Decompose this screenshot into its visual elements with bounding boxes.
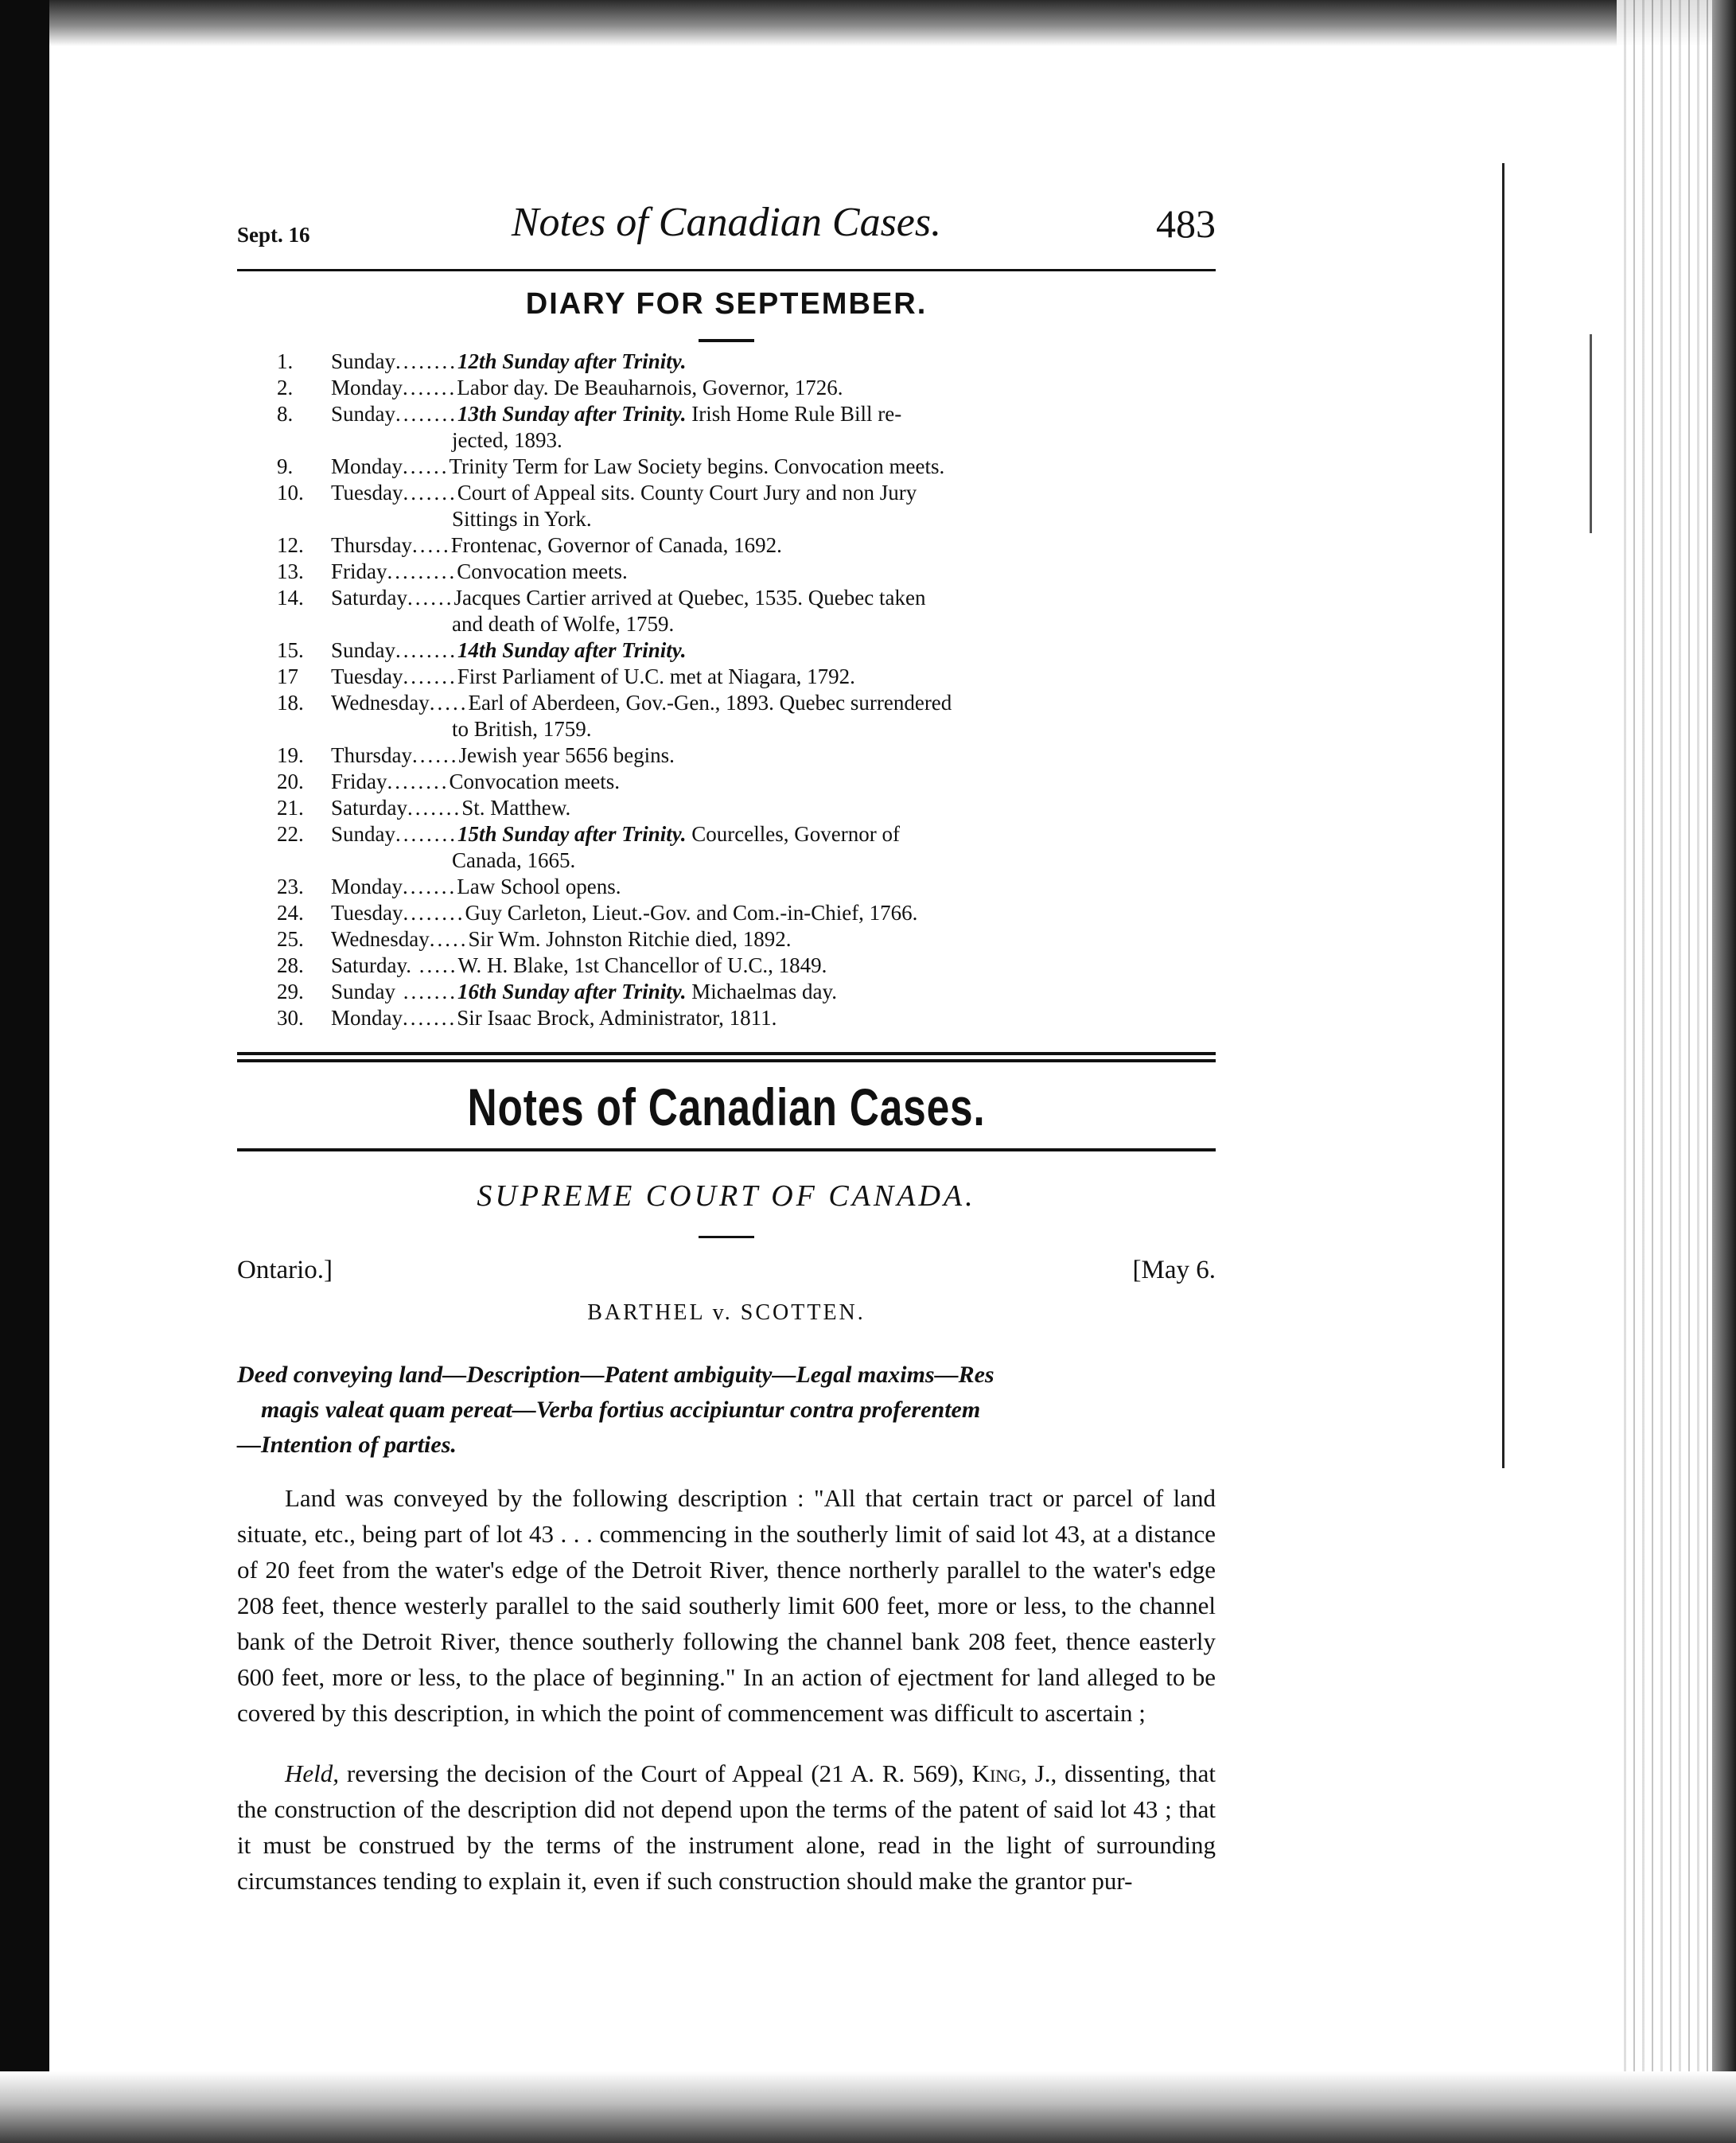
diary-entry-body — [331, 900, 1216, 926]
case-date: [May 6. — [1132, 1256, 1216, 1284]
section-title: Notes of Canadian Cases. — [467, 1077, 986, 1136]
diary-entry — [237, 953, 1216, 979]
diary-entry-number: 23. — [277, 875, 304, 898]
diary-entry-text: W. H. Blake, 1st Chancellor of U.C., 1849. — [457, 953, 827, 977]
body-paragraph-held — [237, 1755, 1216, 1899]
diary-entry-body — [331, 349, 1216, 375]
diary-entry-continuation: jected, 1893. — [452, 428, 562, 452]
diary-entry-number: 1. — [277, 349, 294, 373]
diary-entry — [237, 874, 1216, 900]
diary-entry-number: 8. — [277, 402, 294, 426]
diary-entry-day: Sunday — [331, 402, 395, 426]
diary-entry-body — [331, 559, 1216, 585]
diary-entry-body — [331, 585, 1216, 611]
diary-entry-number: 19. — [277, 743, 304, 767]
diary-entry-text: Labor day. De Beauharnois, Governor, 1726. — [457, 376, 843, 399]
section-double-rule — [237, 1052, 1216, 1062]
diary-entry — [237, 454, 1216, 480]
scan-right-shadow — [1712, 0, 1736, 2143]
diary-entry-day: Wednesday — [331, 927, 430, 951]
diary-entry-body — [331, 480, 1216, 506]
diary-entry-number: 28. — [277, 953, 304, 977]
diary-entry — [237, 349, 1216, 375]
diary-entry-day: Wednesday — [331, 691, 430, 715]
diary-entry-body — [331, 690, 1216, 716]
diary-entry-text: Trinity Term for Law Society begins. Convocation meets. — [449, 454, 945, 478]
diary-title-rule — [699, 339, 754, 342]
diary-entry — [237, 742, 1216, 769]
diary-entry-day: Tuesday — [331, 901, 403, 925]
diary-entry-leader: ..... — [429, 927, 469, 951]
diary-entry-number: 29. — [277, 980, 304, 1003]
diary-entry-leader: ...... — [403, 454, 450, 478]
diary-entry-feast: 14th Sunday after Trinity. — [457, 638, 687, 662]
diary-entry-text-after: Irish Home Rule Bill re- — [686, 402, 902, 426]
diary-entry-body — [331, 874, 1216, 900]
diary-entry-leader: ........ — [395, 349, 457, 373]
header-rule — [237, 269, 1216, 271]
diary-entry-text-after: Courcelles, Governor of — [686, 822, 900, 846]
scan-bottom-edge — [0, 2071, 1736, 2143]
diary-entry — [237, 375, 1216, 401]
diary-entry-body — [331, 795, 1216, 821]
diary-entry-number: 2. — [277, 376, 294, 399]
headnote-line: Deed conveying land—Description—Patent ambiguity—Legal maxims—Res — [237, 1362, 995, 1388]
diary-entry-number: 24. — [277, 901, 304, 925]
page-number: 483 — [1156, 201, 1216, 246]
scan-top-edge — [0, 0, 1736, 46]
court-heading-rule — [699, 1236, 754, 1238]
diary-entry-leader: ....... — [395, 980, 457, 1003]
diary-entry-feast: 13th Sunday after Trinity. — [457, 402, 687, 426]
diary-entry-body — [331, 979, 1216, 1005]
diary-entry — [237, 401, 1216, 454]
diary-entry-number: 13. — [277, 559, 304, 583]
diary-entry — [237, 559, 1216, 585]
diary-list — [237, 349, 1216, 1031]
diary-entry-number: 12. — [277, 533, 304, 557]
diary-entry-body — [331, 769, 1216, 795]
diary-entry-leader: ......... — [387, 559, 457, 583]
diary-entry-body — [331, 375, 1216, 401]
running-head — [237, 199, 1216, 255]
diary-entry-day: Monday — [331, 875, 403, 898]
running-head-title: Notes of Canadian Cases. — [511, 200, 942, 245]
diary-entry-number: 15. — [277, 638, 304, 662]
diary-entry-text: Jewish year 5656 begins. — [458, 743, 675, 767]
diary-entry-continuation: Canada, 1665. — [452, 848, 576, 872]
diary-entry — [237, 664, 1216, 690]
held-text: , J., dissenting, that the construction of the description did not depend upon the terms of the patent of said lot 43 ; that it must be construed by the terms of the instrument alone, read in the light of surrounding circumstances tending to explain it, even if such construction should make the grantor pur- — [237, 1759, 1216, 1895]
diary-entry-day: Monday — [331, 1006, 403, 1030]
diary-entry-leader: ..... — [411, 533, 451, 557]
diary-entry-day: Sunday — [331, 980, 395, 1003]
diary-entry-leader: ...... — [407, 586, 454, 610]
diary-entry-text: Guy Carleton, Lieut.-Gov. and Com.-in-Chief, 1766. — [465, 901, 918, 925]
diary-entry-leader: ...... — [411, 743, 459, 767]
diary-entry-body — [331, 821, 1216, 847]
diary-entry-leader: ....... — [403, 664, 457, 688]
scan-left-edge — [0, 0, 49, 2143]
headnote — [237, 1358, 1216, 1463]
diary-entry — [237, 532, 1216, 559]
diary-entry-body — [331, 742, 1216, 769]
diary-entry — [237, 821, 1216, 874]
diary-entry-text: Earl of Aberdeen, Gov.-Gen., 1893. Quebec surrendered — [468, 691, 952, 715]
diary-entry-day: Tuesday — [331, 664, 403, 688]
diary-entry-leader: ........ — [403, 901, 465, 925]
diary-entry-body — [331, 664, 1216, 690]
diary-entry-day: Monday — [331, 454, 403, 478]
running-head-date: Sept. 16 — [237, 223, 310, 247]
diary-entry-number: 18. — [277, 691, 304, 715]
diary-entry-leader: ....... — [403, 481, 457, 505]
diary-entry-leader: ..... — [429, 691, 469, 715]
diary-entry-feast: 15th Sunday after Trinity. — [457, 822, 687, 846]
judge-name: King — [971, 1759, 1022, 1787]
diary-entry-number: 20. — [277, 770, 304, 793]
diary-entry-text: Sir Wm. Johnston Ritchie died, 1892. — [468, 927, 792, 951]
diary-entry-text: Convocation meets. — [457, 559, 628, 583]
diary-entry-day: Saturday. — [331, 953, 411, 977]
diary-entry-body — [331, 1005, 1216, 1031]
diary-entry-body — [331, 926, 1216, 953]
diary-entry-leader: ........ — [395, 638, 457, 662]
diary-entry — [237, 926, 1216, 953]
diary-entry-day: Friday — [331, 559, 387, 583]
diary-entry-day: Thursday — [331, 743, 412, 767]
held-text: reversing the decision of the Court of Appeal (21 A. R. 569), — [339, 1759, 972, 1787]
section-title-rule — [237, 1148, 1216, 1151]
diary-entry-leader: ....... — [403, 1006, 457, 1030]
body-paragraph: Land was conveyed by the following description : "All that certain tract or parcel of land situate, etc., being part of lot 43 . . . commencing in the southerly limit of said lot 43, at a distance of 20 feet from the water's edge of the Detroit River, thence northerly parallel to the water's edge 208 feet, thence westerly parallel to the said southerly limit 600 feet, more or less, to the channel bank of the Detroit River, thence southerly following the channel bank 208 feet, thence easterly 600 feet, more or less, to the place of beginning." In an action of ejectment for land alleged to be covered by this description, in which the point of commencement was difficult to ascertain ; — [237, 1484, 1216, 1727]
diary-entry-feast: 16th Sunday after Trinity. — [457, 980, 687, 1003]
diary-entry-continuation: Sittings in York. — [452, 507, 592, 531]
diary-entry-number: 21. — [277, 796, 304, 820]
diary-entry — [237, 795, 1216, 821]
page — [237, 199, 1216, 1923]
diary-entry-leader: ........ — [395, 822, 457, 846]
diary-entry-leader: ..... — [411, 953, 458, 977]
diary-entry — [237, 690, 1216, 742]
diary-entry-day: Sunday — [331, 349, 395, 373]
diary-entry — [237, 480, 1216, 532]
diary-entry-leader: ........ — [395, 402, 457, 426]
diary-entry-day: Sunday — [331, 638, 395, 662]
diary-entry-continuation: to British, 1759. — [452, 717, 592, 741]
court-heading: SUPREME COURT OF CANADA. — [477, 1179, 976, 1213]
diary-entry-body — [331, 953, 1216, 979]
diary-entry-leader: ....... — [407, 796, 462, 820]
diary-entry-continuation: and death of Wolfe, 1759. — [452, 612, 675, 636]
diary-entry-text: Court of Appeal sits. County Court Jury and non Jury — [457, 481, 917, 505]
diary-entry-text: Frontenac, Governor of Canada, 1692. — [450, 533, 782, 557]
diary-entry-day: Thursday — [331, 533, 412, 557]
diary-entry-feast: 12th Sunday after Trinity. — [457, 349, 687, 373]
diary-entry-day: Monday — [331, 376, 403, 399]
diary-entry-day: Tuesday — [331, 481, 403, 505]
diary-entry-number: 9. — [277, 454, 294, 478]
diary-entry — [237, 900, 1216, 926]
diary-entry-day: Sunday — [331, 822, 395, 846]
diary-entry-body — [331, 532, 1216, 559]
diary-entry-body — [331, 637, 1216, 664]
diary-entry-day: Saturday — [331, 586, 407, 610]
diary-entry-leader: ........ — [387, 770, 450, 793]
diary-entry-number: 30. — [277, 1006, 304, 1030]
diary-entry — [237, 637, 1216, 664]
headnote-line: magis valeat quam pereat—Verba fortius accipiuntur contra proferentem — [261, 1397, 981, 1423]
diary-entry-number: 17 — [277, 664, 298, 688]
held-label: Held, — [285, 1759, 340, 1787]
diary-title: DIARY FOR SEPTEMBER. — [525, 287, 928, 321]
diary-entry-body — [331, 401, 1216, 427]
margin-rule — [1502, 163, 1504, 1468]
diary-entry-body — [331, 454, 1216, 480]
diary-entry-leader: ....... — [403, 376, 457, 399]
diary-entry-number: 22. — [277, 822, 304, 846]
diary-entry-text: Sir Isaac Brock, Administrator, 1811. — [457, 1006, 777, 1030]
case-name: BARTHEL v. SCOTTEN. — [587, 1300, 866, 1325]
diary-entry-number: 14. — [277, 586, 304, 610]
diary-entry-text: Law School opens. — [457, 875, 621, 898]
case-line — [237, 1246, 1216, 1294]
diary-entry-text: First Parliament of U.C. met at Niagara, 1792. — [457, 664, 855, 688]
diary-entry-text: Convocation meets. — [449, 770, 620, 793]
case-province: Ontario.] — [237, 1256, 333, 1284]
diary-entry-leader: ....... — [403, 875, 457, 898]
diary-entry-number: 10. — [277, 481, 304, 505]
margin-rule-secondary — [1590, 334, 1592, 533]
diary-entry-text: St. Matthew. — [461, 796, 571, 820]
diary-entry-number: 25. — [277, 927, 304, 951]
diary-entry-text-after: Michaelmas day. — [686, 980, 837, 1003]
headnote-line: —Intention of parties. — [237, 1432, 457, 1458]
diary-entry-day: Friday — [331, 770, 387, 793]
diary-entry-day: Saturday — [331, 796, 407, 820]
diary-entry — [237, 769, 1216, 795]
diary-entry — [237, 1005, 1216, 1031]
diary-entry — [237, 979, 1216, 1005]
diary-entry — [237, 585, 1216, 637]
diary-entry-text: Jacques Cartier arrived at Quebec, 1535. Quebec taken — [453, 586, 926, 610]
